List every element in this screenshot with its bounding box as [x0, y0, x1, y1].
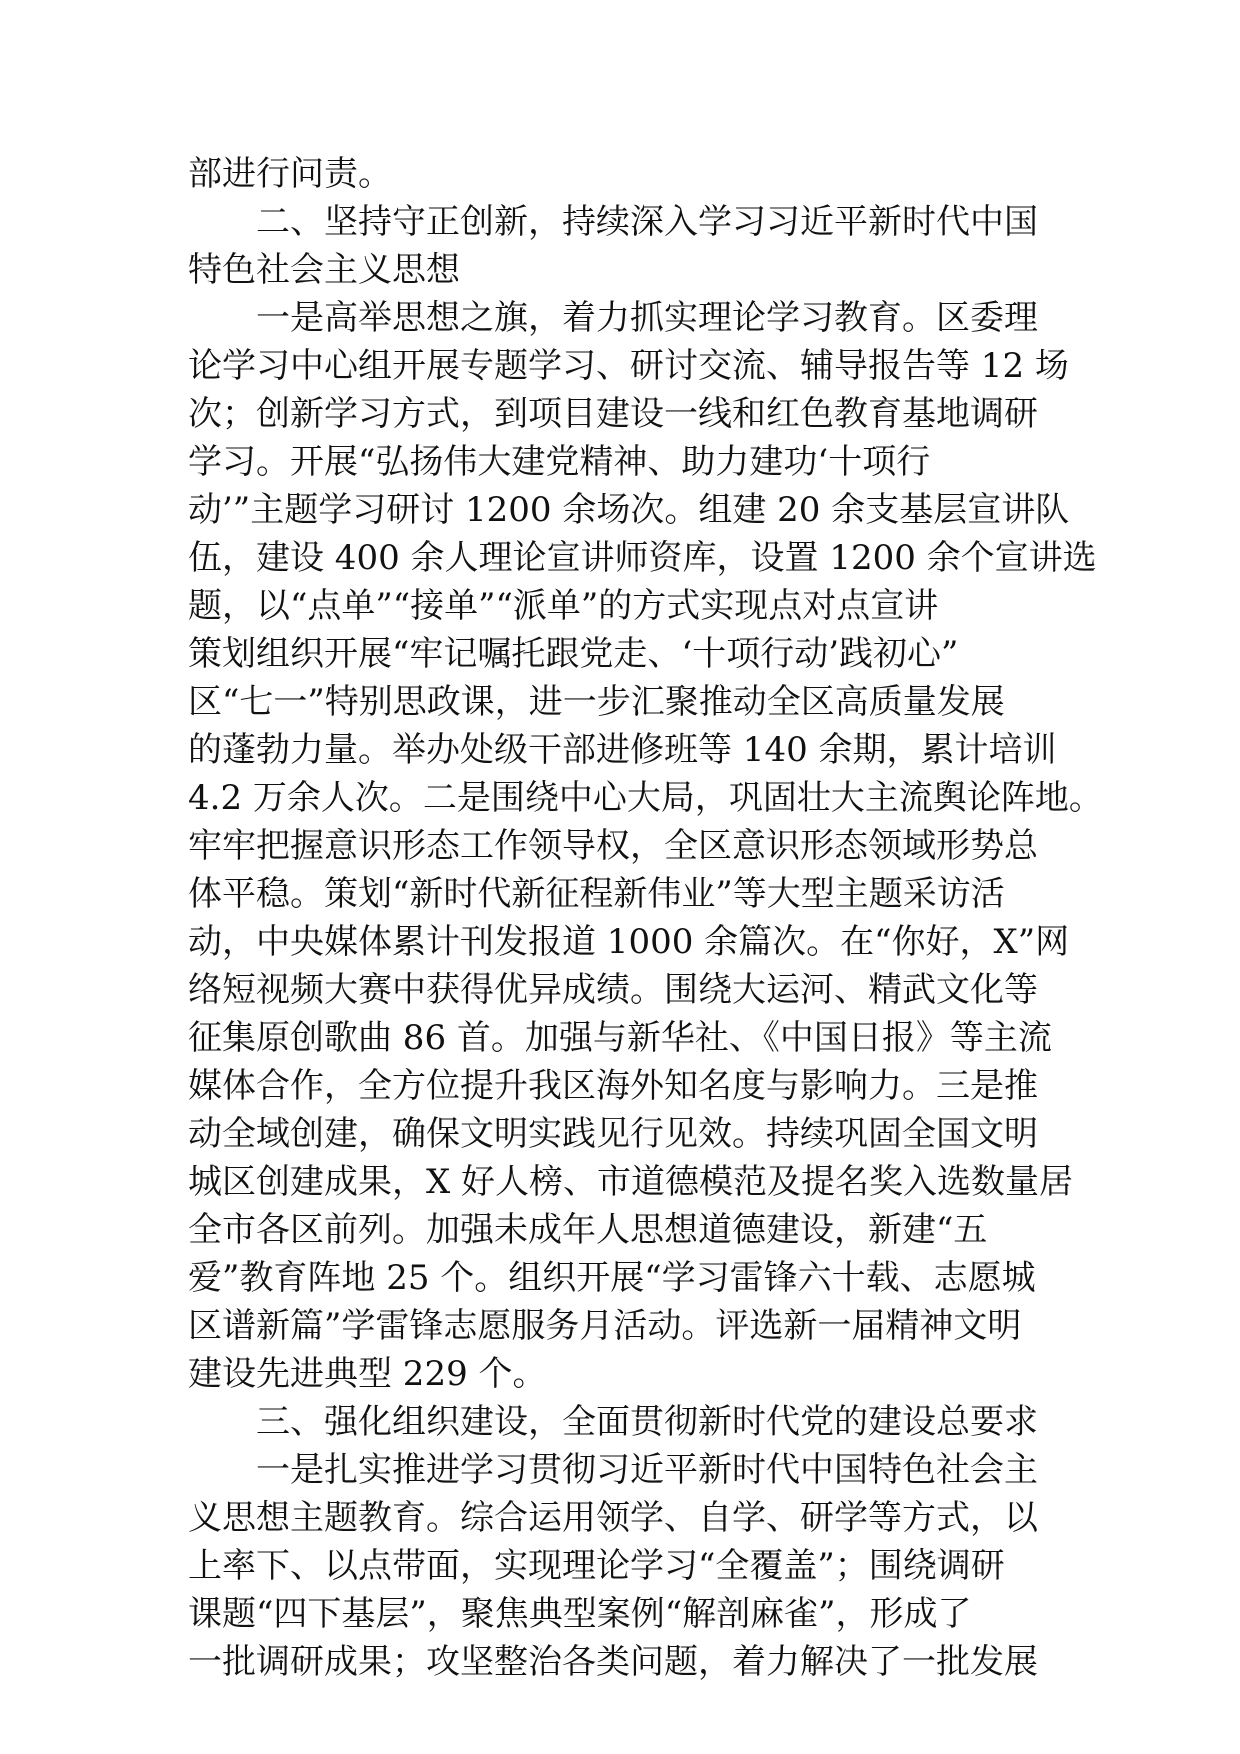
body-text-line: 论学习中心组开展专题学习、研讨交流、辅导报告等 12 场 [188, 346, 1069, 386]
body-text-line: 上率下、以点带面，实现理论学习“全覆盖”；围绕调研 [188, 1546, 1005, 1586]
body-text-line: 媒体合作，全方位提升我区海外知名度与影响力。三是推 [188, 1066, 1038, 1106]
section-heading-line: 三、强化组织建设，全面贯彻新时代党的建设总要求 [256, 1402, 1038, 1442]
body-text-line: 一是高举思想之旗，着力抓实理论学习教育。区委理 [256, 298, 1038, 338]
body-text-line: 策划组织开展“牢记嘱托跟党走、‘十项行动’践初心” [188, 634, 959, 674]
body-text-line: 爱”教育阵地 25 个。组织开展“学习雷锋六十载、志愿城 [188, 1258, 1036, 1298]
body-text-line: 一是扎实推进学习贯彻习近平新时代中国特色社会主 [256, 1450, 1038, 1490]
body-text-line: 题，以“点单”“接单”“派单”的方式实现点对点宣讲 [188, 586, 939, 626]
body-text-line: 区谱新篇”学雷锋志愿服务月活动。评选新一届精神文明 [188, 1306, 1022, 1346]
body-text-line: 课题“四下基层”，聚焦典型案例“解剖麻雀”，形成了 [188, 1594, 972, 1634]
body-text-line: 动’”主题学习研讨 1200 余场次。组建 20 余支基层宣讲队 [188, 490, 1070, 530]
body-text-line: 络短视频大赛中获得优异成绩。围绕大运河、精武文化等 [188, 970, 1038, 1010]
body-text-line: 4.2 万余人次。二是围绕中心大局，巩固壮大主流舆论阵地。 [188, 778, 1103, 818]
section-heading-line: 特色社会主义思想 [188, 250, 460, 290]
body-text-line: 义思想主题教育。综合运用领学、自学、研学等方式，以 [188, 1498, 1038, 1538]
body-text-line: 动，中央媒体累计刊发报道 1000 余篇次。在“你好，X”网 [188, 922, 1070, 962]
body-text-line: 城区创建成果，X 好人榜、市道德模范及提名奖入选数量居 [188, 1162, 1074, 1202]
body-text-line: 区“七一”特别思政课，进一步汇聚推动全区高质量发展 [188, 682, 1005, 722]
body-text-line: 伍，建设 400 余人理论宣讲师资库，设置 1200 余个宣讲选 [188, 538, 1097, 578]
body-text-line: 的蓬勃力量。举办处级干部进修班等 140 余期，累计培训 [188, 730, 1057, 770]
body-text-line: 次；创新学习方式，到项目建设一线和红色教育基地调研 [188, 394, 1038, 434]
section-heading-line: 二、坚持守正创新，持续深入学习习近平新时代中国 [256, 202, 1038, 242]
body-text-line: 动全域创建，确保文明实践见行见效。持续巩固全国文明 [188, 1114, 1038, 1154]
body-text-line: 学习。开展“弘扬伟大建党精神、助力建功‘十项行 [188, 442, 931, 482]
body-text-line: 部进行问责。 [188, 154, 392, 194]
body-text-line: 一批调研成果；攻坚整治各类问题，着力解决了一批发展 [188, 1642, 1038, 1682]
body-text-line: 牢牢把握意识形态工作领导权，全区意识形态领域形势总 [188, 826, 1038, 866]
body-text-line: 体平稳。策划“新时代新征程新伟业”等大型主题采访活 [188, 874, 1005, 914]
body-text-line: 建设先进典型 229 个。 [188, 1354, 547, 1394]
body-text-line: 全市各区前列。加强未成年人思想道德建设，新建“五 [188, 1210, 988, 1250]
body-text-line: 征集原创歌曲 86 首。加强与新华社、《中国日报》等主流 [188, 1018, 1052, 1058]
